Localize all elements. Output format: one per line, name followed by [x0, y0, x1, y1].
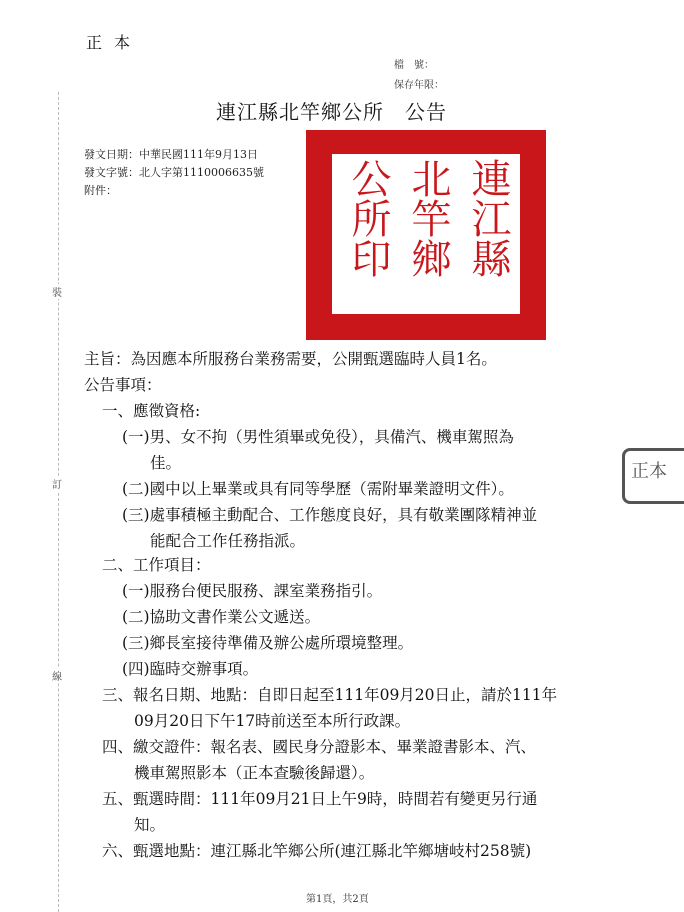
section-3-line-1: 三、報名日期、地點：自即日起至111年09月20日止，請於111年	[102, 686, 558, 704]
attachment-label: 附件：	[84, 184, 117, 197]
section-3-line-2: 09月20日下午17時前送至本所行政課。	[134, 712, 411, 730]
section-2-item-1: (一)服務台便民服務、課室業務指引。	[122, 582, 383, 600]
section-4-line-2: 機車駕照影本（正本查驗後歸還）。	[134, 764, 375, 782]
document-title: 連江縣北竿鄉公所 公告	[216, 100, 447, 124]
items-heading: 公告事項：	[84, 376, 162, 394]
seal-text-col2: 北竿鄉	[405, 158, 451, 278]
section-1-item-3: (三)處事積極主動配合、工作態度良好，具有敬業團隊精神並	[122, 506, 538, 524]
seal-text-col1: 連江縣	[465, 158, 511, 278]
seal-text-col3: 公所印	[345, 158, 391, 278]
section-6-line: 六、甄選地點：連江縣北竿鄉公所(連江縣北竿鄉塘岐村258號)	[102, 842, 532, 860]
section-1-title: 一、應徵資格:	[102, 402, 201, 420]
edge-stamp-text: 正本	[631, 461, 667, 482]
section-2-item-4: (四)臨時交辦事項。	[122, 660, 259, 678]
page-number: 第1頁，共2頁	[306, 894, 369, 905]
file-number-label: 檔 號：	[394, 60, 434, 71]
issue-date: 發文日期：中華民國111年9月13日	[84, 148, 258, 161]
binding-mark-ding: 訂	[52, 476, 62, 491]
copy-mark: 正本	[86, 33, 143, 52]
section-2-title: 二、工作項目：	[102, 556, 211, 574]
section-1-item-2: (二)國中以上畢業或具有同等學歷（需附畢業證明文件）。	[122, 480, 514, 498]
section-4-line-1: 四、繳交證件：報名表、國民身分證影本、畢業證書影本、汽、	[102, 738, 537, 756]
binding-line	[58, 92, 59, 912]
retention-label: 保存年限：	[394, 80, 444, 91]
section-2-item-3: (三)鄉長室接待準備及辦公處所環境整理。	[122, 634, 414, 652]
document-number: 發文字號：北人字第1110006635號	[84, 166, 264, 179]
subject-line: 主旨：為因應本所服務台業務需要，公開甄選臨時人員1名。	[84, 350, 497, 368]
section-5-line-2: 知。	[134, 816, 166, 834]
section-1-item-1-cont: 佳。	[150, 454, 182, 472]
section-1-item-1: (一)男、女不拘（男性須畢或免役），具備汽、機車駕照為	[122, 428, 514, 446]
section-1-item-3-cont: 能配合工作任務指派。	[150, 532, 306, 550]
section-5-line-1: 五、甄選時間：111年09月21日上午9時，時間若有變更另行通	[102, 790, 538, 808]
edge-stamp	[622, 448, 684, 504]
section-2-item-2: (二)協助文書作業公文遞送。	[122, 608, 321, 626]
binding-mark-xian: 線	[52, 668, 62, 683]
binding-mark-zhuang: 裝	[52, 284, 62, 299]
